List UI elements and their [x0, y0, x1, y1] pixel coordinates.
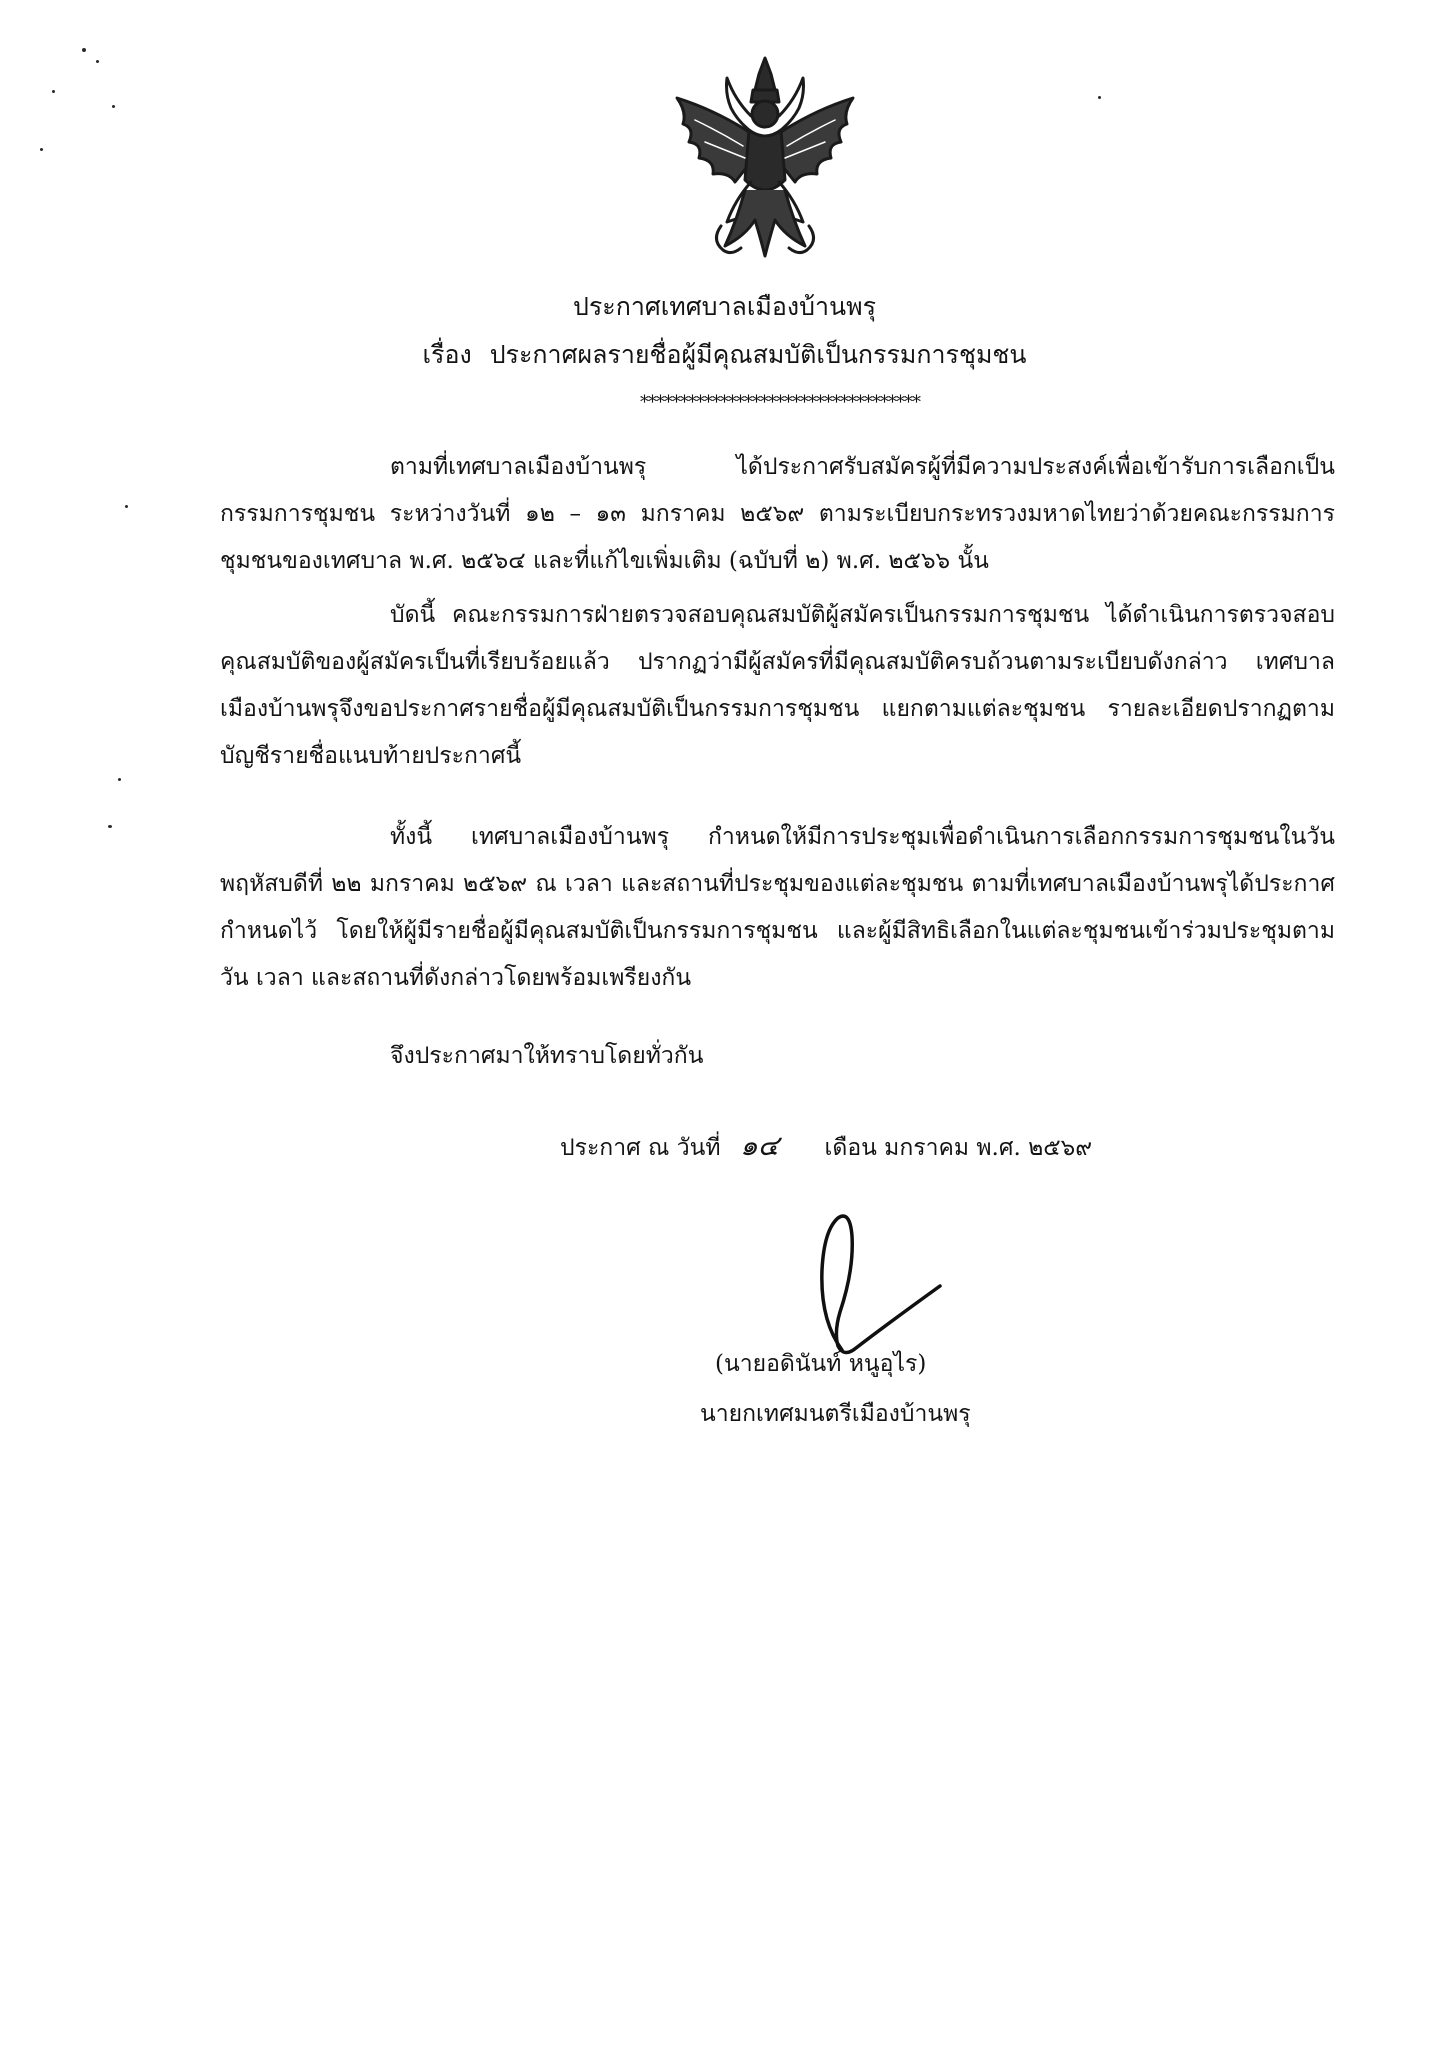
scan-speck	[125, 505, 128, 508]
subject-text: ประกาศผลรายชื่อผู้มีคุณสมบัติเป็นกรรมการชุมชน	[489, 340, 1027, 369]
scan-speck	[40, 148, 43, 151]
scan-speck	[52, 90, 55, 93]
announcement-title: ประกาศเทศบาลเมืองบ้านพรุ	[572, 292, 877, 321]
date-prefix: ประกาศ ณ วันที่	[560, 1135, 721, 1161]
signatory-name: (นายอดินันท์ หนูอุไร)	[715, 1351, 927, 1377]
signatory-position: นายกเทศมนตรีเมืองบ้านพรุ	[700, 1401, 971, 1427]
body-paragraph-2: บัดนี้ คณะกรรมการฝ่ายตรวจสอบคุณสมบัติผู้สมัครเป็นกรรมการชุมชน ได้ดำเนินการตรวจสอบคุณสมบัติของผู้สมัครเป็นที่เรียบร้อยแล้ว ปรากฏว่ามีผู้สมัครที่มีคุณสมบัติครบถ้วนตามระเบียบดังกล่าว เทศบาลเมืองบ้านพรุจึงขอประกาศรายชื่อผู้มีคุณสมบัติเป็นกรรมการชุมชน แยกตามแต่ละชุมชน รายละเอียดปรากฏตามบัญชีรายชื่อแนบท้ายประกาศนี้	[220, 602, 1335, 769]
scan-speck	[112, 105, 115, 108]
scan-speck	[96, 60, 99, 63]
scan-speck	[1098, 96, 1101, 99]
date-day: ๑๔	[740, 1129, 779, 1162]
date-suffix: เดือน มกราคม พ.ศ. ๒๕๖๙	[824, 1135, 1093, 1161]
body-paragraph-3: ทั้งนี้ เทศบาลเมืองบ้านพรุ กำหนดให้มีการประชุมเพื่อดำเนินการเลือกกรรมการชุมชนในวันพฤหัสบดีที่ ๒๒ มกราคม ๒๕๖๙ ณ เวลา และสถานที่ประชุมของแต่ละชุมชน ตามที่เทศบาลเมืองบ้านพรุได้ประกาศกำหนดไว้ โดยให้ผู้มีรายชื่อผู้มีคุณสมบัติเป็นกรรมการชุมชน และผู้มีสิทธิเลือกในแต่ละชุมชนเข้าร่วมประชุมตามวัน เวลา และสถานที่ดังกล่าวโดยพร้อมเพรียงกัน	[220, 824, 1335, 991]
scan-speck	[82, 48, 86, 52]
subject-label: เรื่อง	[422, 340, 472, 369]
title-separator: ***********************************	[640, 392, 920, 413]
signature-icon	[780, 1200, 980, 1370]
scan-speck	[118, 778, 121, 781]
announcement-subject	[0, 338, 1449, 372]
closing-statement: จึงประกาศมาให้ทราบโดยทั่วกัน	[390, 1043, 704, 1069]
scan-speck	[108, 825, 112, 828]
announcement-date	[560, 1126, 1092, 1168]
garuda-emblem-icon	[665, 50, 865, 265]
body-paragraph-1: ตามที่เทศบาลเมืองบ้านพรุ ได้ประกาศรับสมัครผู้ที่มีความประสงค์เพื่อเข้ารับการเลือกเป็นกรรมการชุมชน ระหว่างวันที่ ๑๒ – ๑๓ มกราคม ๒๕๖๙ ตามระเบียบกระทรวงมหาดไทยว่าด้วยคณะกรรมการชุมชนของเทศบาล พ.ศ. ๒๕๖๔ และที่แก้ไขเพิ่มเติม (ฉบับที่ ๒) พ.ศ. ๒๕๖๖ นั้น	[220, 454, 1335, 574]
